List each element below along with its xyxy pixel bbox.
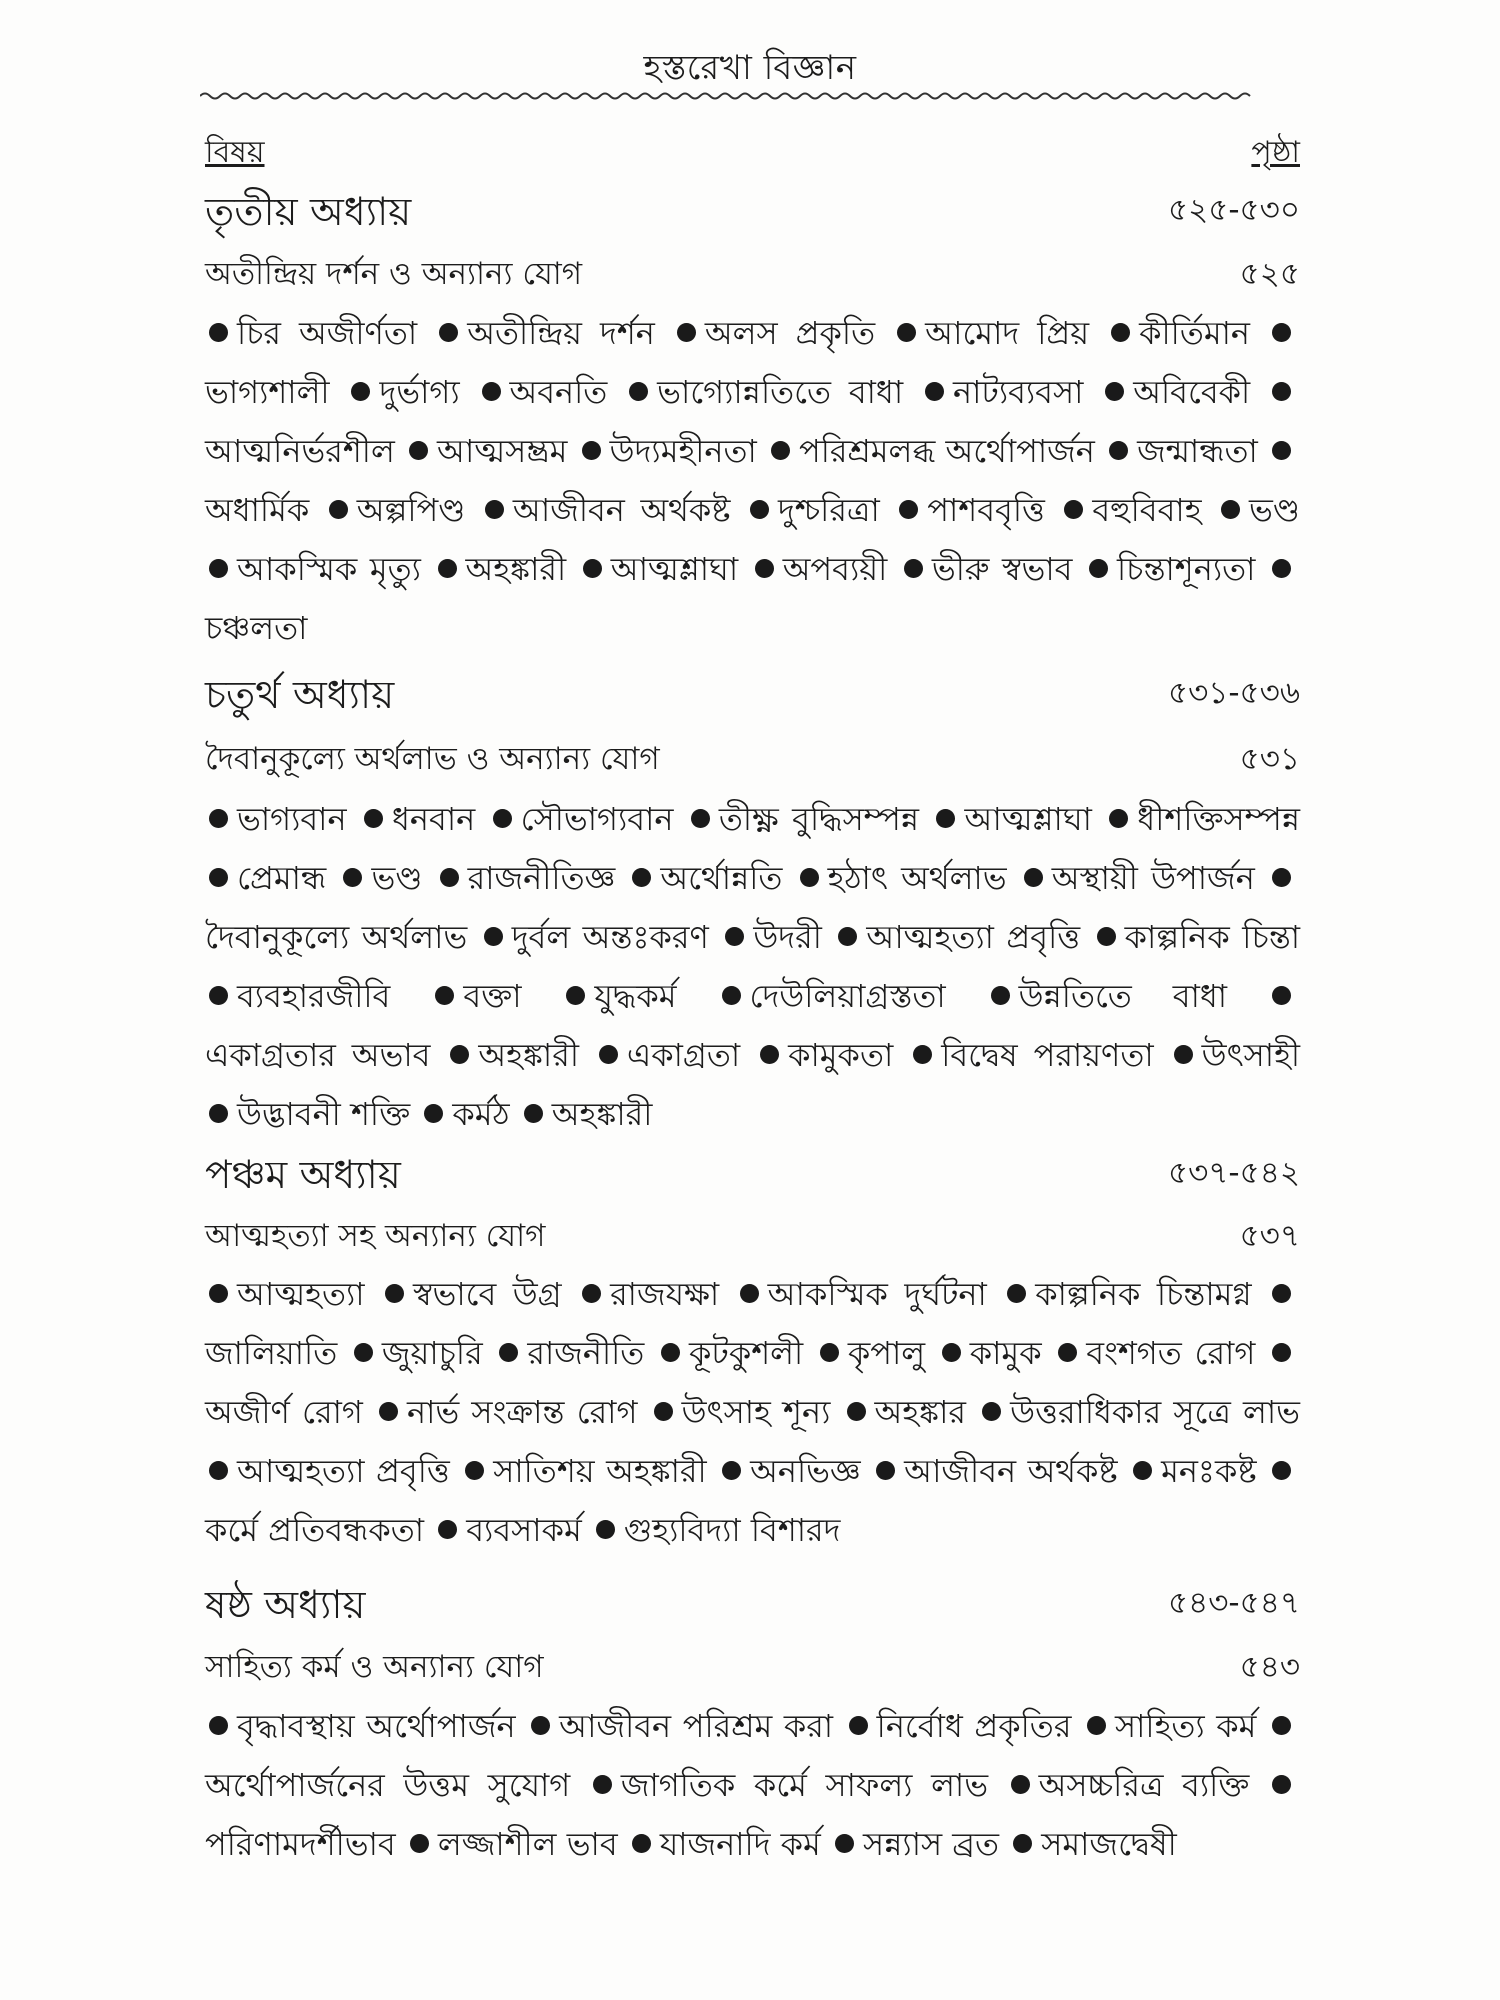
- bullet-icon: [632, 1834, 651, 1853]
- topic-item: উদ্ভাবনী শক্তি: [237, 1095, 411, 1133]
- bullet-icon: [583, 559, 602, 578]
- bullet-icon: [897, 323, 916, 342]
- topic-item: ভণ্ড: [1249, 491, 1301, 529]
- bullet-icon: [1272, 559, 1291, 578]
- topic-item: ভাগ্যোন্নতিতে বাধা: [657, 373, 904, 411]
- topic-item: অবনতি: [509, 373, 608, 411]
- topic-item: অধার্মিক: [205, 491, 310, 529]
- bullet-icon: [343, 868, 362, 887]
- topic-item: উৎসাহ শূন্য: [681, 1393, 831, 1431]
- topic-item: বৃদ্ধাবস্থায় অর্থোপার্জন: [237, 1707, 516, 1745]
- topic-item: দুর্ভাগ্য: [379, 373, 460, 411]
- bullet-icon: [439, 323, 458, 342]
- topic-item: একাগ্রতা: [626, 1036, 741, 1074]
- chapter-page-range: ৫৩১-৫৩৬: [1167, 675, 1300, 711]
- bullet-icon: [465, 1461, 484, 1480]
- chapter-page-range: ৫৪৩-৫৪৭: [1168, 1585, 1300, 1621]
- topic-item: দুশ্চরিত্রা: [777, 491, 880, 529]
- topic-item: নার্ভ সংক্রান্ত রোগ: [407, 1393, 638, 1431]
- bullet-icon: [1133, 1461, 1152, 1480]
- topic-item: উত্তরাধিকার সূত্রে লাভ: [1010, 1393, 1301, 1431]
- bullet-icon: [438, 1520, 457, 1539]
- bullet-icon: [740, 1284, 759, 1303]
- bullet-icon: [1109, 809, 1128, 828]
- bullet-icon: [1272, 382, 1291, 401]
- section-heading: [205, 250, 1300, 294]
- chapter-heading: [205, 665, 1300, 719]
- topic-item: আমোদ প্রিয়: [925, 314, 1090, 352]
- topic-item: রাজনীতি: [527, 1334, 645, 1372]
- topic-item: বক্তা: [463, 977, 522, 1015]
- topic-item: চঞ্চলতা: [205, 609, 308, 647]
- topic-item: আত্মহত্যা প্রবৃত্তি: [866, 918, 1081, 956]
- topic-item: বহুবিবাহ: [1092, 491, 1202, 529]
- bullet-icon: [1105, 382, 1124, 401]
- topic-item: যুদ্ধকর্ম: [594, 977, 677, 1015]
- topic-item: একাগ্রতার অভাব: [205, 1036, 431, 1074]
- bullet-icon: [849, 1716, 868, 1735]
- section-title: অতীন্দ্রিয় দর্শন ও অন্যান্য যোগ: [205, 256, 583, 292]
- topic-item: অপব্যয়ী: [782, 550, 888, 588]
- topic-item: আজীবন পরিশ্রম করা: [559, 1707, 834, 1745]
- topic-item: প্রেমান্ধ: [237, 859, 327, 897]
- bullet-icon: [424, 1104, 443, 1123]
- topic-item: আত্মনির্ভরশীল: [205, 432, 395, 470]
- bullet-icon: [1087, 1716, 1106, 1735]
- topic-item: কর্মে প্রতিবন্ধকতা: [205, 1511, 425, 1549]
- bullet-icon: [524, 1104, 543, 1123]
- chapter-title: তৃতীয় অধ্যায়: [205, 190, 412, 235]
- topic-item: স্বভাবে উগ্র: [413, 1275, 562, 1313]
- bullet-icon: [991, 986, 1010, 1005]
- topic-item: ভণ্ড: [371, 859, 423, 897]
- topic-item: অনভিজ্ঞ: [750, 1452, 861, 1490]
- bullet-icon: [1272, 323, 1291, 342]
- topic-item: আত্মশ্লাঘা: [964, 800, 1092, 838]
- topic-item: দুর্বল অন্তঃকরণ: [511, 918, 709, 956]
- topic-list: [205, 1265, 1300, 1560]
- bullet-icon: [677, 323, 696, 342]
- bullet-icon: [722, 1461, 741, 1480]
- bullet-icon: [725, 927, 744, 946]
- bullet-icon: [209, 1284, 228, 1303]
- bullet-icon: [755, 559, 774, 578]
- bullet-icon: [566, 986, 585, 1005]
- topic-item: কামুক: [969, 1334, 1042, 1372]
- topic-item: কূটকুশলী: [689, 1334, 804, 1372]
- topic-item: অলস প্রকৃতি: [704, 314, 876, 352]
- topic-item: দৈবানুকূল্যে অর্থলাভ: [205, 918, 468, 956]
- bullet-icon: [691, 809, 710, 828]
- topic-item: ধনবান: [392, 800, 476, 838]
- bullet-icon: [1174, 1045, 1193, 1064]
- topic-item: ভাগ্যবান: [237, 800, 347, 838]
- bullet-icon: [913, 1045, 932, 1064]
- bullet-icon: [438, 559, 457, 578]
- bullet-icon: [1013, 1834, 1032, 1853]
- bullet-icon: [351, 382, 370, 401]
- bullet-icon: [899, 500, 918, 519]
- topic-item: আত্মসম্ভ্রম: [437, 432, 568, 470]
- topic-item: সমাজদ্বেষী: [1041, 1825, 1177, 1863]
- bullet-icon: [1011, 1775, 1030, 1794]
- topic-item: অহঙ্কার: [874, 1393, 966, 1431]
- topic-item: আজীবন অর্থকষ্ট: [512, 491, 731, 529]
- bullet-icon: [329, 500, 348, 519]
- topic-item: অহঙ্কারী: [465, 550, 567, 588]
- bullet-icon: [722, 986, 741, 1005]
- chapter-page-range: ৫২৫-৫৩০: [1167, 192, 1300, 228]
- topic-item: উদ্যমহীনতা: [609, 432, 757, 470]
- topic-item: জন্মান্ধতা: [1137, 432, 1258, 470]
- topic-item: অহঙ্কারী: [551, 1095, 653, 1133]
- topic-item: তীক্ষ্ণ বুদ্ধিসম্পন্ন: [718, 800, 920, 838]
- bullet-icon: [982, 1402, 1001, 1421]
- section-page: ৫৪৩: [1239, 1649, 1300, 1685]
- topic-list: [205, 304, 1300, 658]
- topic-item: আজীবন অর্থকষ্ট: [904, 1452, 1118, 1490]
- bullet-icon: [582, 1284, 601, 1303]
- topic-item: চির অজীর্ণতা: [237, 314, 418, 352]
- section-page: ৫৩১: [1239, 741, 1300, 777]
- bullet-icon: [1007, 1284, 1026, 1303]
- section-title: আত্মহত্যা সহ অন্যান্য যোগ: [205, 1218, 546, 1254]
- topic-item: অর্থোপার্জনের উত্তম সুযোগ: [205, 1766, 571, 1804]
- topic-item: ব্যবহারজীবি: [237, 977, 391, 1015]
- bullet-icon: [629, 382, 648, 401]
- topic-item: সন্ন্যাস ব্রত: [863, 1825, 1000, 1863]
- topic-item: ব্যবসাকর্ম: [466, 1511, 582, 1549]
- bullet-icon: [1272, 1461, 1291, 1480]
- bullet-icon: [209, 323, 228, 342]
- bullet-icon: [409, 441, 428, 460]
- bullet-icon: [847, 1402, 866, 1421]
- topic-item: অল্পপিণ্ড: [356, 491, 466, 529]
- topic-item: যাজনাদি কর্ম: [659, 1825, 821, 1863]
- chapter-title: পঞ্চম অধ্যায়: [205, 1153, 401, 1198]
- topic-item: উন্নতিতে বাধা: [1018, 977, 1228, 1015]
- bullet-icon: [632, 868, 651, 887]
- topic-item: কামুকতা: [788, 1036, 894, 1074]
- topic-item: হঠাৎ অর্থলাভ: [827, 859, 1007, 897]
- bullet-icon: [904, 559, 923, 578]
- chapter-heading: [205, 182, 1300, 236]
- bullet-icon: [750, 500, 769, 519]
- bullet-icon: [661, 1343, 680, 1362]
- bullet-icon: [936, 809, 955, 828]
- bullet-icon: [379, 1402, 398, 1421]
- bullet-icon: [209, 559, 228, 578]
- topic-item: ভীরু স্বভাব: [931, 550, 1073, 588]
- bullet-icon: [531, 1716, 550, 1735]
- wavy-header-rule: [200, 90, 1255, 102]
- topic-item: অস্থায়ী উপার্জন: [1051, 859, 1255, 897]
- section-heading: [205, 1643, 1300, 1687]
- bullet-icon: [493, 809, 512, 828]
- chapter-page-range: ৫৩৭-৫৪২: [1167, 1155, 1300, 1191]
- bullet-icon: [1272, 1716, 1291, 1735]
- topic-item: আত্মশ্লাঘা: [610, 550, 739, 588]
- bullet-icon: [450, 1045, 469, 1064]
- bullet-icon: [760, 1045, 779, 1064]
- section-page: ৫২৫: [1239, 256, 1300, 292]
- section-title: সাহিত্য কর্ম ও অন্যান্য যোগ: [205, 1649, 544, 1685]
- bullet-icon: [820, 1343, 839, 1362]
- topic-item: লজ্জাশীল ভাব: [437, 1825, 618, 1863]
- bullet-icon: [354, 1343, 373, 1362]
- bullet-icon: [925, 382, 944, 401]
- page-column-label: পৃষ্ঠা: [1251, 135, 1300, 170]
- bullet-icon: [1109, 441, 1128, 460]
- bullet-icon: [209, 809, 228, 828]
- topic-item: কাল্পনিক চিন্তামগ্ন: [1035, 1275, 1252, 1313]
- bullet-icon: [1024, 868, 1043, 887]
- bullet-icon: [596, 1520, 615, 1539]
- running-title: হস্তরেখা বিজ্ঞান: [643, 48, 857, 88]
- bullet-icon: [599, 1045, 618, 1064]
- bullet-icon: [1221, 500, 1240, 519]
- topic-item: নাট্যব্যবসা: [953, 373, 1084, 411]
- bullet-icon: [1272, 1284, 1291, 1303]
- topic-item: আত্মহত্যা প্রবৃত্তি: [237, 1452, 450, 1490]
- bullet-icon: [835, 1834, 854, 1853]
- bullet-icon: [582, 441, 601, 460]
- bullet-icon: [1097, 927, 1116, 946]
- bullet-icon: [410, 1834, 429, 1853]
- topic-item: জালিয়াতি: [205, 1334, 338, 1372]
- topic-list: [205, 790, 1300, 1144]
- bullet-icon: [771, 441, 790, 460]
- topic-item: উদরী: [753, 918, 822, 956]
- bullet-icon: [364, 809, 383, 828]
- topic-item: কৃপালু: [847, 1334, 926, 1372]
- subject-column-label: বিষয়: [205, 135, 265, 170]
- bullet-icon: [593, 1775, 612, 1794]
- section-heading: [205, 735, 1300, 779]
- bullet-icon: [435, 986, 454, 1005]
- bullet-icon: [499, 1343, 518, 1362]
- topic-item: কর্মঠ: [452, 1095, 510, 1133]
- section-heading: [205, 1212, 1300, 1256]
- topic-item: রাজযক্ষা: [610, 1275, 720, 1313]
- topic-item: আকস্মিক দুর্ঘটনা: [767, 1275, 987, 1313]
- topic-item: কাল্পনিক চিন্তা: [1124, 918, 1301, 956]
- topic-item: বিদ্বেষ পরায়ণতা: [941, 1036, 1154, 1074]
- chapter-heading: [205, 1145, 1300, 1199]
- section-title: দৈবানুকূল্যে অর্থলাভ ও অন্যান্য যোগ: [205, 741, 660, 777]
- bullet-icon: [1272, 986, 1291, 1005]
- bullet-icon: [209, 1461, 228, 1480]
- bullet-icon: [942, 1343, 961, 1362]
- topic-item: সাহিত্য কর্ম: [1115, 1707, 1257, 1745]
- topic-item: পাশববৃত্তি: [927, 491, 1045, 529]
- chapter-heading: [205, 1575, 1300, 1629]
- topic-item: গুহ্যবিদ্যা বিশারদ: [623, 1511, 841, 1549]
- topic-item: জুয়াচুরি: [381, 1334, 483, 1372]
- bullet-icon: [484, 927, 503, 946]
- bullet-icon: [800, 868, 819, 887]
- topic-item: অসচ্চরিত্র ব্যক্তি: [1038, 1766, 1250, 1804]
- topic-item: রাজনীতিজ্ঞ: [467, 859, 616, 897]
- bullet-icon: [485, 500, 504, 519]
- topic-item: পরিণামদর্শীভাব: [205, 1825, 396, 1863]
- bullet-icon: [1064, 500, 1083, 519]
- bullet-icon: [1089, 559, 1108, 578]
- bullet-icon: [1272, 441, 1291, 460]
- topic-item: অহঙ্কারী: [478, 1036, 579, 1074]
- topic-list: [205, 1697, 1300, 1874]
- topic-item: ভাগ্যশালী: [205, 373, 330, 411]
- topic-item: পরিশ্রমলব্ধ অর্থোপার্জন: [799, 432, 1095, 470]
- topic-item: উৎসাহী: [1201, 1036, 1301, 1074]
- bullet-icon: [209, 868, 228, 887]
- bullet-icon: [1058, 1343, 1077, 1362]
- section-page: ৫৩৭: [1239, 1218, 1300, 1254]
- topic-item: আকস্মিক মৃত্যু: [237, 550, 421, 588]
- topic-item: বংশগত রোগ: [1086, 1334, 1256, 1372]
- topic-item: সাতিশয় অহঙ্কারী: [493, 1452, 707, 1490]
- bullet-icon: [876, 1461, 895, 1480]
- bullet-icon: [482, 382, 501, 401]
- topic-item: অর্থোন্নতি: [660, 859, 783, 897]
- topic-item: অতীন্দ্রিয় দর্শন: [467, 314, 655, 352]
- topic-item: অজীর্ণ রোগ: [205, 1393, 363, 1431]
- bullet-icon: [385, 1284, 404, 1303]
- topic-item: জাগতিক কর্মে সাফল্য লাভ: [620, 1766, 989, 1804]
- bullet-icon: [209, 986, 228, 1005]
- topic-item: দেউলিয়াগ্রস্ততা: [749, 977, 946, 1015]
- bullet-icon: [209, 1104, 228, 1123]
- topic-item: ধীশক্তিসম্পন্ন: [1137, 800, 1301, 838]
- topic-item: সৌভাগ্যবান: [520, 800, 674, 838]
- topic-item: আত্মহত্যা: [237, 1275, 365, 1313]
- bullet-icon: [1111, 323, 1130, 342]
- topic-item: মনঃকষ্ট: [1161, 1452, 1257, 1490]
- bullet-icon: [1272, 868, 1291, 887]
- chapter-title: ষষ্ঠ অধ্যায়: [205, 1583, 366, 1628]
- topic-item: কীর্তিমান: [1139, 314, 1250, 352]
- bullet-icon: [838, 927, 857, 946]
- bullet-icon: [1272, 1775, 1291, 1794]
- chapter-title: চতুর্থ অধ্যায়: [205, 673, 395, 718]
- bullet-icon: [440, 868, 459, 887]
- topic-item: নির্বোধ প্রকৃতির: [876, 1707, 1072, 1745]
- bullet-icon: [209, 1716, 228, 1735]
- bullet-icon: [654, 1402, 673, 1421]
- topic-item: চিন্তাশূন্যতা: [1117, 550, 1256, 588]
- bullet-icon: [1272, 1343, 1291, 1362]
- topic-item: অবিবেকী: [1133, 373, 1251, 411]
